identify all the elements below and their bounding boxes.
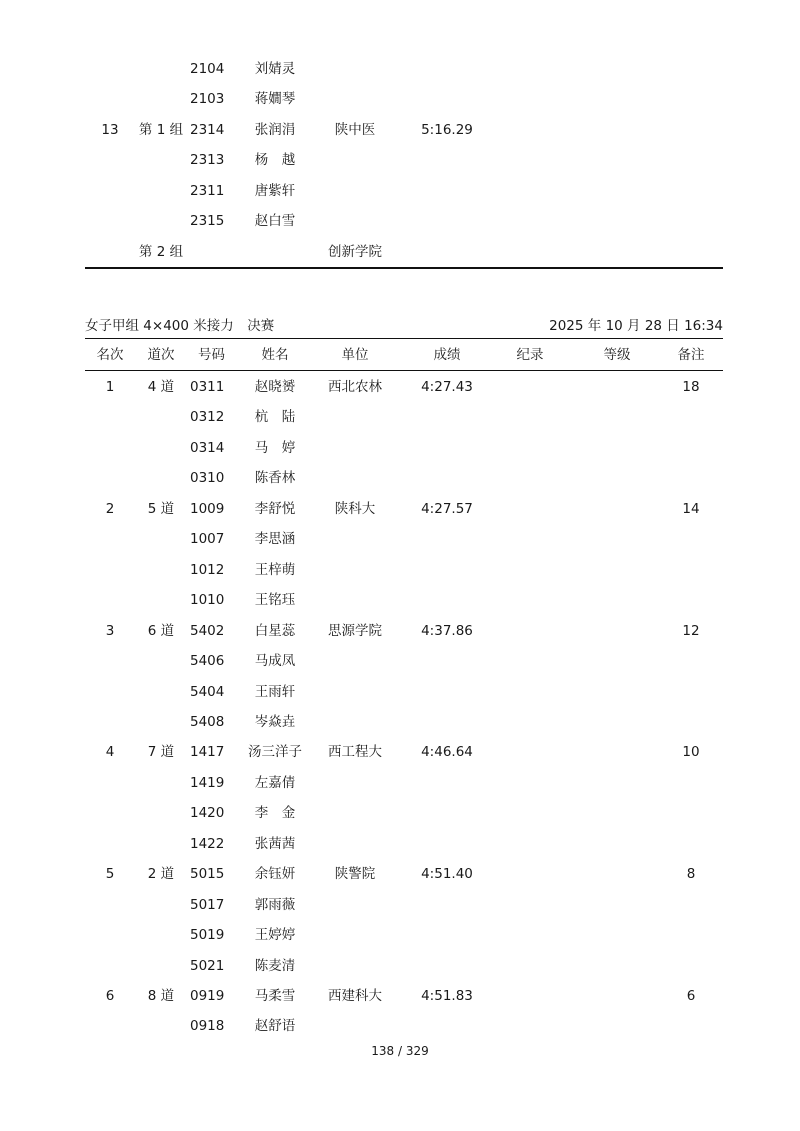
bib-number: 5408: [190, 713, 225, 730]
bib-number: 5406: [190, 653, 225, 670]
athlete-name: 马 婷: [254, 439, 296, 456]
athlete-name: 白星蕊: [254, 622, 296, 639]
athlete-name: 王梓萌: [254, 561, 296, 578]
unit-cell: 西建科大: [328, 988, 382, 1004]
lane-cell: 4 道: [147, 379, 175, 395]
bib-number: 2103: [190, 91, 225, 107]
bib-number: 1007: [190, 531, 225, 548]
lane-cell: 6 道: [147, 622, 175, 639]
table-row: [85, 859, 723, 889]
athlete-name: 陈麦清: [254, 957, 296, 974]
unit-cell: 陕中医: [334, 122, 376, 138]
table-row: [85, 145, 723, 175]
athlete-name: 王婷婷: [254, 927, 296, 944]
group-cell: 第 1 组: [138, 122, 184, 138]
table-row: [85, 981, 723, 1011]
athlete-name: 张茜茜: [254, 835, 296, 852]
header-level: 等级: [603, 347, 631, 363]
header-bottom-rule: [85, 370, 723, 371]
rank-cell: 1: [105, 379, 115, 395]
header-note: 备注: [677, 347, 705, 363]
table-row: [85, 890, 723, 920]
bib-number: 1010: [190, 592, 225, 609]
athlete-name: 李 金: [254, 805, 296, 822]
page-number: 138 / 329: [371, 1044, 429, 1058]
performance-cell: 4:46.64: [421, 744, 473, 761]
table-row: [85, 829, 723, 859]
athlete-name: 岑焱垚: [254, 713, 296, 730]
table-row: [85, 463, 723, 493]
unit-cell: 西北农林: [328, 379, 382, 395]
table-row: [85, 737, 723, 767]
note-cell: 10: [682, 744, 700, 761]
athlete-name: 马柔雪: [254, 988, 296, 1004]
event-datetime: 2025 年 10 月 28 日 16:34: [549, 318, 723, 334]
performance-cell: 4:27.57: [421, 500, 473, 517]
column-headers: [85, 340, 723, 370]
performance-cell: 4:37.86: [421, 622, 473, 639]
note-cell: 12: [682, 622, 700, 639]
rank-cell: 5: [105, 866, 115, 883]
bib-number: 0310: [190, 470, 225, 487]
performance-cell: 5:16.29: [421, 122, 473, 138]
note-cell: 6: [686, 988, 696, 1004]
table-bottom-rule: [85, 267, 723, 269]
bib-number: 1419: [190, 774, 225, 791]
bib-number: 2314: [190, 122, 225, 138]
athlete-name: 陈香林: [254, 470, 296, 487]
header-rank: 名次: [96, 347, 124, 363]
table-row: [85, 798, 723, 828]
unit-cell: 创新学院: [328, 244, 382, 260]
table-row: [85, 176, 723, 206]
table-row: [85, 707, 723, 737]
bib-number: 5021: [190, 957, 225, 974]
table-row: [85, 372, 723, 402]
header-top-rule: [85, 338, 723, 339]
lane-cell: 5 道: [147, 500, 175, 517]
bib-number: 5017: [190, 896, 225, 913]
bib-number: 2311: [190, 183, 225, 199]
athlete-name: 王雨轩: [254, 683, 296, 700]
table-row: [85, 951, 723, 981]
bib-number: 2313: [190, 152, 225, 168]
bib-number: 0314: [190, 439, 225, 456]
athlete-name: 赵晓赟: [254, 379, 296, 395]
bib-number: 5404: [190, 683, 225, 700]
athlete-name: 蒋嫺琴: [254, 91, 296, 107]
athlete-name: 杭 陆: [254, 409, 296, 426]
lane-cell: 7 道: [147, 744, 175, 761]
bib-number: 5015: [190, 866, 225, 883]
lane-cell: 8 道: [147, 988, 175, 1004]
unit-cell: 思源学院: [328, 622, 382, 639]
unit-cell: 陕警院: [334, 866, 376, 883]
table-row: [85, 768, 723, 798]
athlete-name: 马成凤: [254, 653, 296, 670]
note-cell: 18: [682, 379, 700, 395]
performance-cell: 4:51.40: [421, 866, 473, 883]
table-row: [85, 1011, 723, 1041]
bib-number: 5402: [190, 622, 225, 639]
bib-number: 0919: [190, 988, 225, 1004]
table-row: [85, 84, 723, 114]
unit-cell: 陕科大: [334, 500, 376, 517]
bib-number: 2315: [190, 213, 225, 229]
unit-cell: 西工程大: [328, 744, 382, 761]
athlete-name: 左嘉倩: [254, 774, 296, 791]
group-cell: 第 2 组: [138, 244, 184, 260]
rank-cell: 6: [105, 988, 115, 1004]
bib-number: 1420: [190, 805, 225, 822]
rank-cell: 3: [105, 622, 115, 639]
event-header: [85, 316, 723, 336]
athlete-name: 杨 越: [254, 152, 296, 168]
bib-number: 1012: [190, 561, 225, 578]
bib-number: 5019: [190, 927, 225, 944]
athlete-name: 赵舒语: [254, 1018, 296, 1035]
rank-cell: 13: [101, 122, 119, 138]
performance-cell: 4:27.43: [421, 379, 473, 395]
athlete-name: 唐紫轩: [254, 183, 296, 199]
bib-number: 2104: [190, 61, 225, 77]
table-row: [85, 237, 723, 267]
athlete-name: 赵白雪: [254, 213, 296, 229]
table-row: [85, 616, 723, 646]
athlete-name: 余钰妍: [254, 866, 296, 883]
note-cell: 8: [686, 866, 696, 883]
header-unit: 单位: [341, 347, 369, 363]
header-number: 号码: [198, 347, 225, 363]
table-row: [85, 494, 723, 524]
table-row: [85, 920, 723, 950]
table-row: [85, 555, 723, 585]
rank-cell: 4: [105, 744, 115, 761]
bib-number: 1009: [190, 500, 225, 517]
bib-number: 0918: [190, 1018, 225, 1035]
table-row: [85, 402, 723, 432]
rank-cell: 2: [105, 500, 115, 517]
bib-number: 1417: [190, 744, 225, 761]
athlete-name: 刘婧灵: [254, 61, 296, 77]
table-row: [85, 115, 723, 145]
bib-number: 1422: [190, 835, 225, 852]
lane-cell: 2 道: [147, 866, 175, 883]
table-row: [85, 646, 723, 676]
athlete-name: 汤三洋子: [248, 744, 302, 761]
table-row: [85, 206, 723, 236]
athlete-name: 李思涵: [254, 531, 296, 548]
bib-number: 0312: [190, 409, 225, 426]
header-performance: 成绩: [433, 347, 461, 363]
athlete-name: 王铭珏: [254, 592, 296, 609]
athlete-name: 郭雨薇: [254, 896, 296, 913]
header-record: 纪录: [516, 347, 544, 363]
table-row: [85, 54, 723, 84]
athlete-name: 李舒悦: [254, 500, 296, 517]
bib-number: 0311: [190, 379, 225, 395]
athlete-name: 张润涓: [254, 122, 296, 138]
header-lane: 道次: [147, 347, 175, 363]
performance-cell: 4:51.83: [421, 988, 473, 1004]
note-cell: 14: [682, 500, 700, 517]
table-row: [85, 524, 723, 554]
table-row: [85, 677, 723, 707]
table-row: [85, 433, 723, 463]
table-row: [85, 585, 723, 615]
header-name: 姓名: [261, 347, 289, 363]
event-title: 女子甲组 4×400 米接力 决赛: [85, 318, 275, 334]
